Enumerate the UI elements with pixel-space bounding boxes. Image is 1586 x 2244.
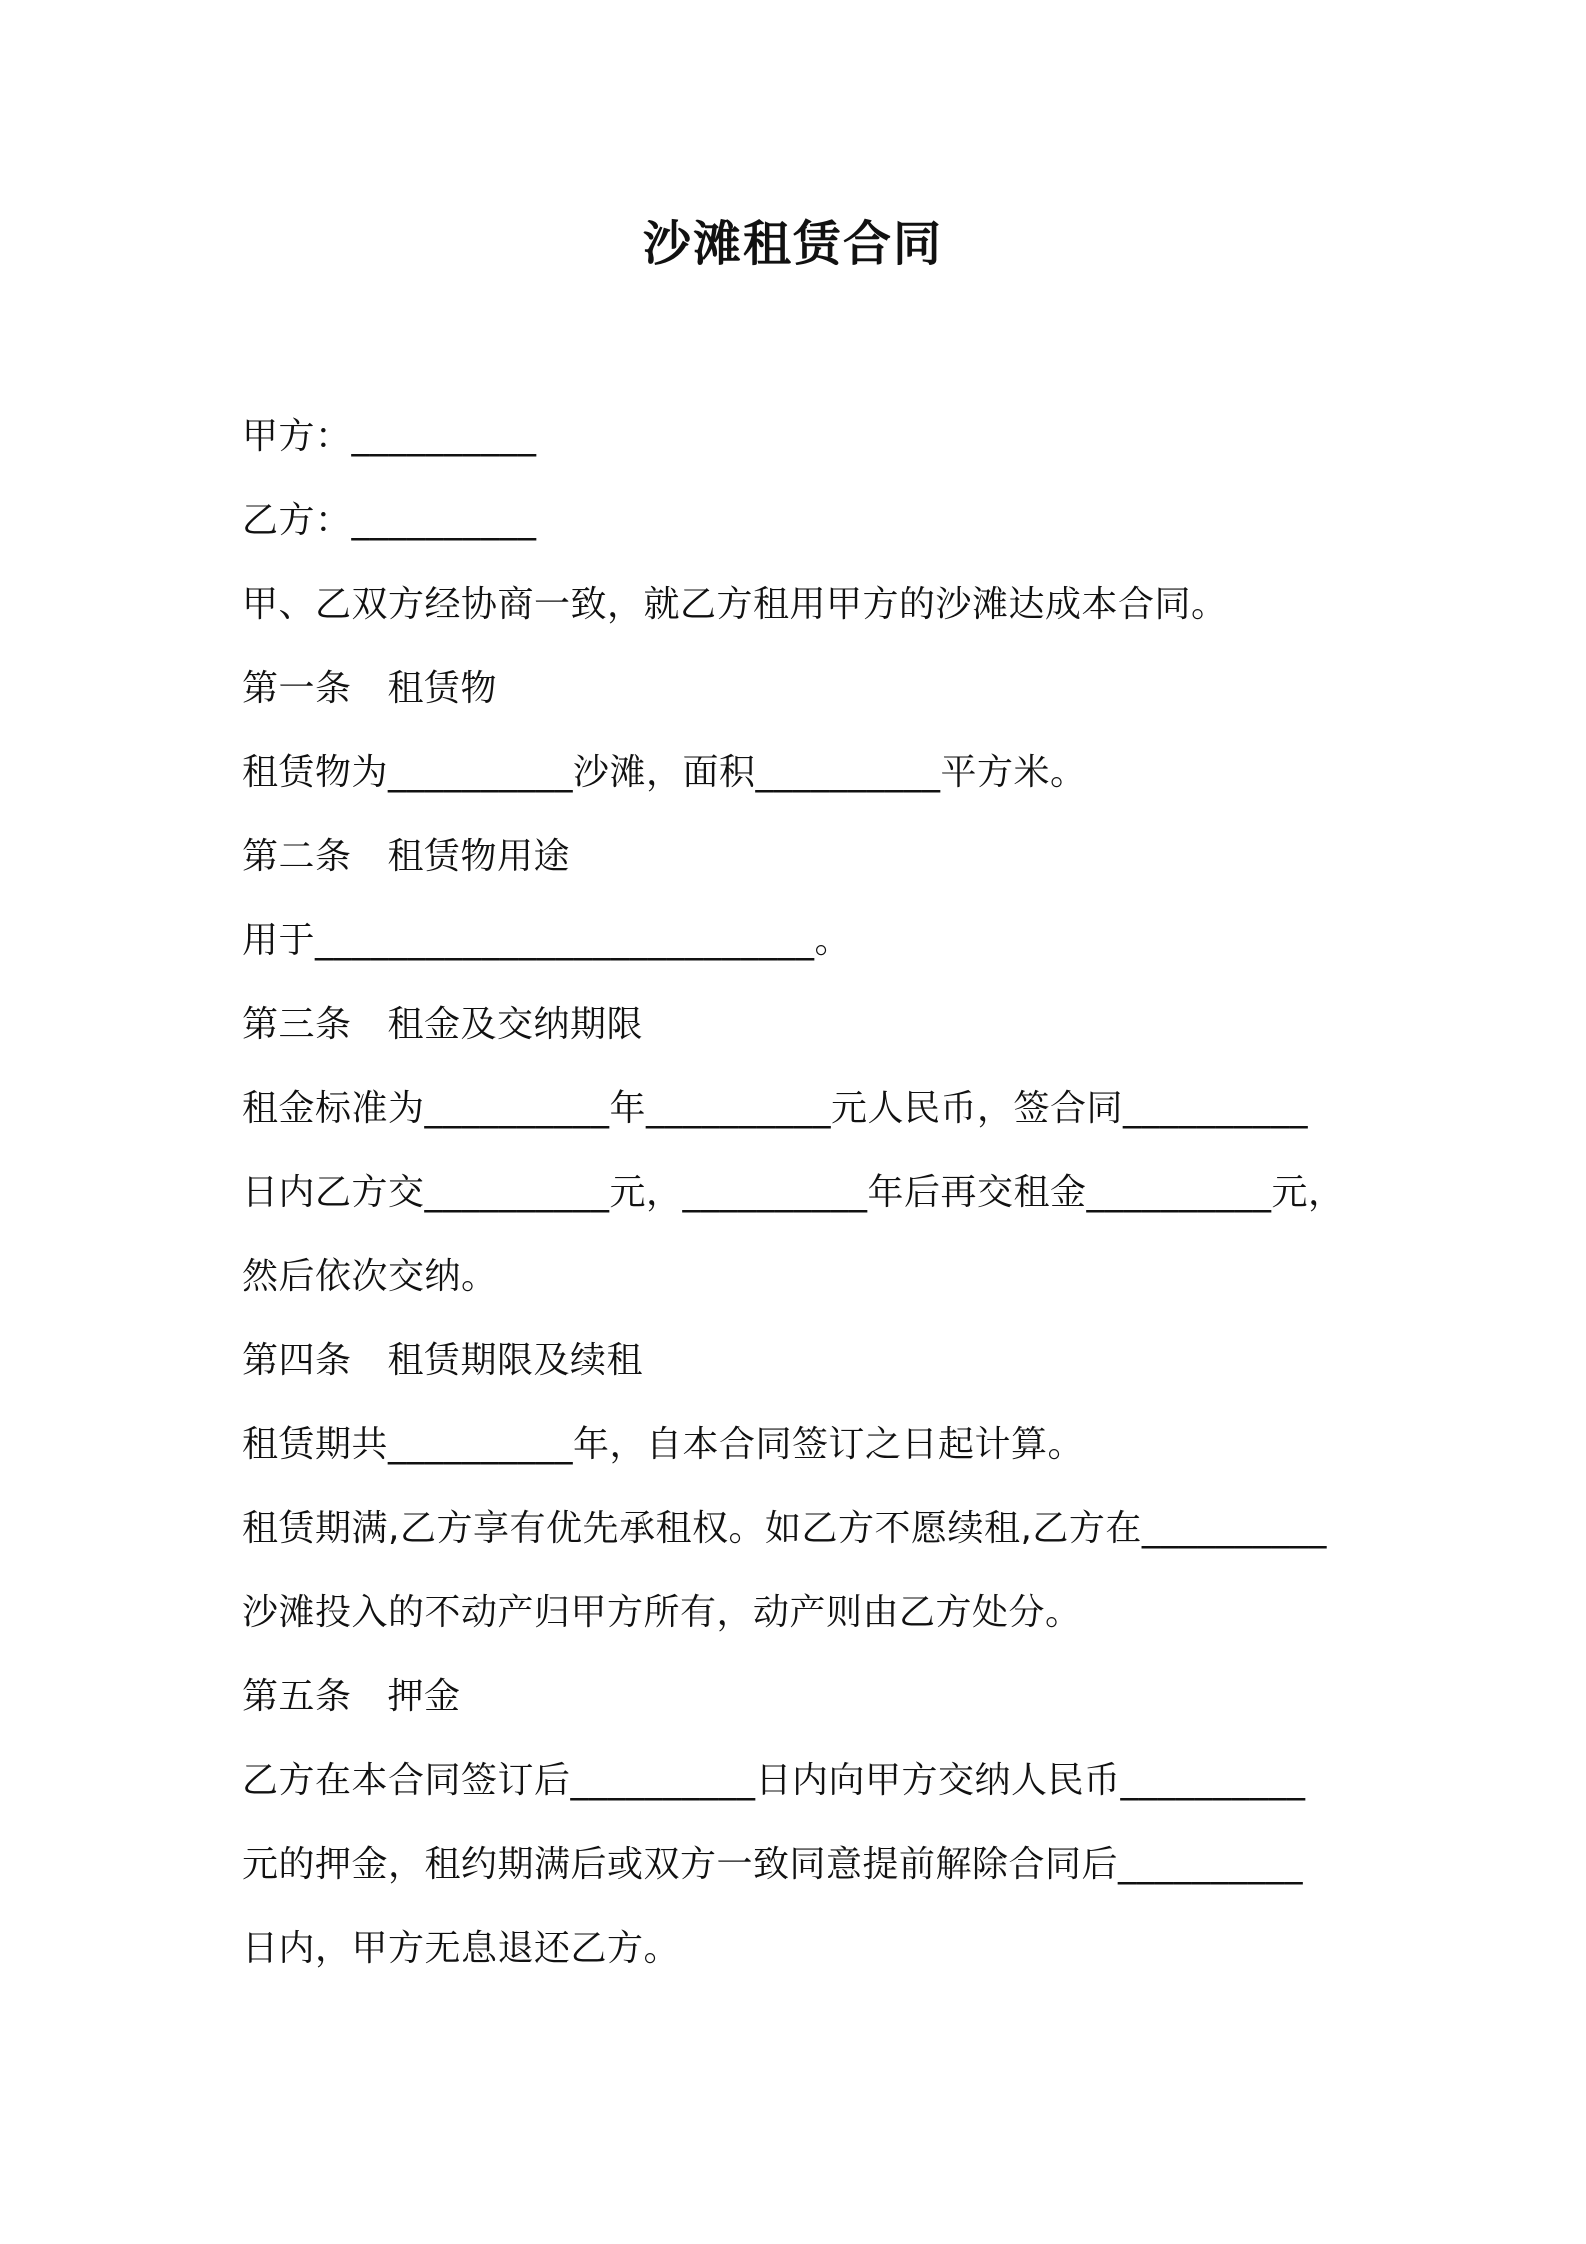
article-5-text-line-2: 元的押金，租约期满后或双方一致同意提前解除合同后__________: [242, 1844, 1304, 1885]
article-4-text-line-1: 租赁期共__________年，自本合同签订之日起计算。: [242, 1424, 1085, 1465]
article-2-text: 用于___________________________。: [242, 920, 851, 961]
article-2-heading: [242, 832, 570, 882]
article-5-text-line-1: 乙方在本合同签订后__________日内向甲方交纳人民币__________: [242, 1760, 1306, 1801]
article-4-text-line-2: 租赁期满,乙方享有优先承租权。如乙方不愿续租,乙方在__________: [242, 1508, 1327, 1549]
article-1-heading: [242, 664, 497, 714]
article-4-number: 第四条: [242, 1340, 352, 1381]
preamble-text: 甲、乙双方经协商一致，就乙方租用甲方的沙滩达成本合同。: [242, 584, 1228, 625]
article-2-number: 第二条: [242, 836, 352, 877]
article-3-number: 第三条: [242, 1004, 352, 1045]
party-b-line: 乙方：__________: [242, 500, 537, 541]
article-2-title: 租赁物用途: [387, 836, 571, 877]
article-3-text-line-3: 然后依次交纳。: [242, 1256, 498, 1297]
article-3-text-line-1: 租金标准为__________年__________元人民币，签合同__________: [242, 1088, 1309, 1129]
article-4-text-line-3: 沙滩投入的不动产归甲方所有，动产则由乙方处分。: [242, 1592, 1082, 1633]
article-5-text-line-3: 日内，甲方无息退还乙方。: [242, 1928, 681, 1969]
article-3-heading: [242, 1000, 643, 1050]
article-1-title: 租赁物: [387, 668, 498, 709]
article-3-text-line-2: 日内乙方交__________元，__________年后再交租金__________元，: [242, 1172, 1345, 1213]
article-4-heading: [242, 1336, 643, 1386]
article-4-title: 租赁期限及续租: [387, 1340, 644, 1381]
article-5-number: 第五条: [242, 1676, 352, 1717]
document-title: 沙滩租赁合同: [642, 216, 943, 272]
article-3-title: 租金及交纳期限: [387, 1004, 644, 1045]
article-1-number: 第一条: [242, 668, 352, 709]
article-5-title: 押金: [387, 1676, 461, 1717]
party-a-line: 甲方：__________: [242, 416, 537, 457]
article-5-heading: [242, 1672, 461, 1722]
article-1-text: 租赁物为__________沙滩，面积__________平方米。: [242, 752, 1087, 793]
